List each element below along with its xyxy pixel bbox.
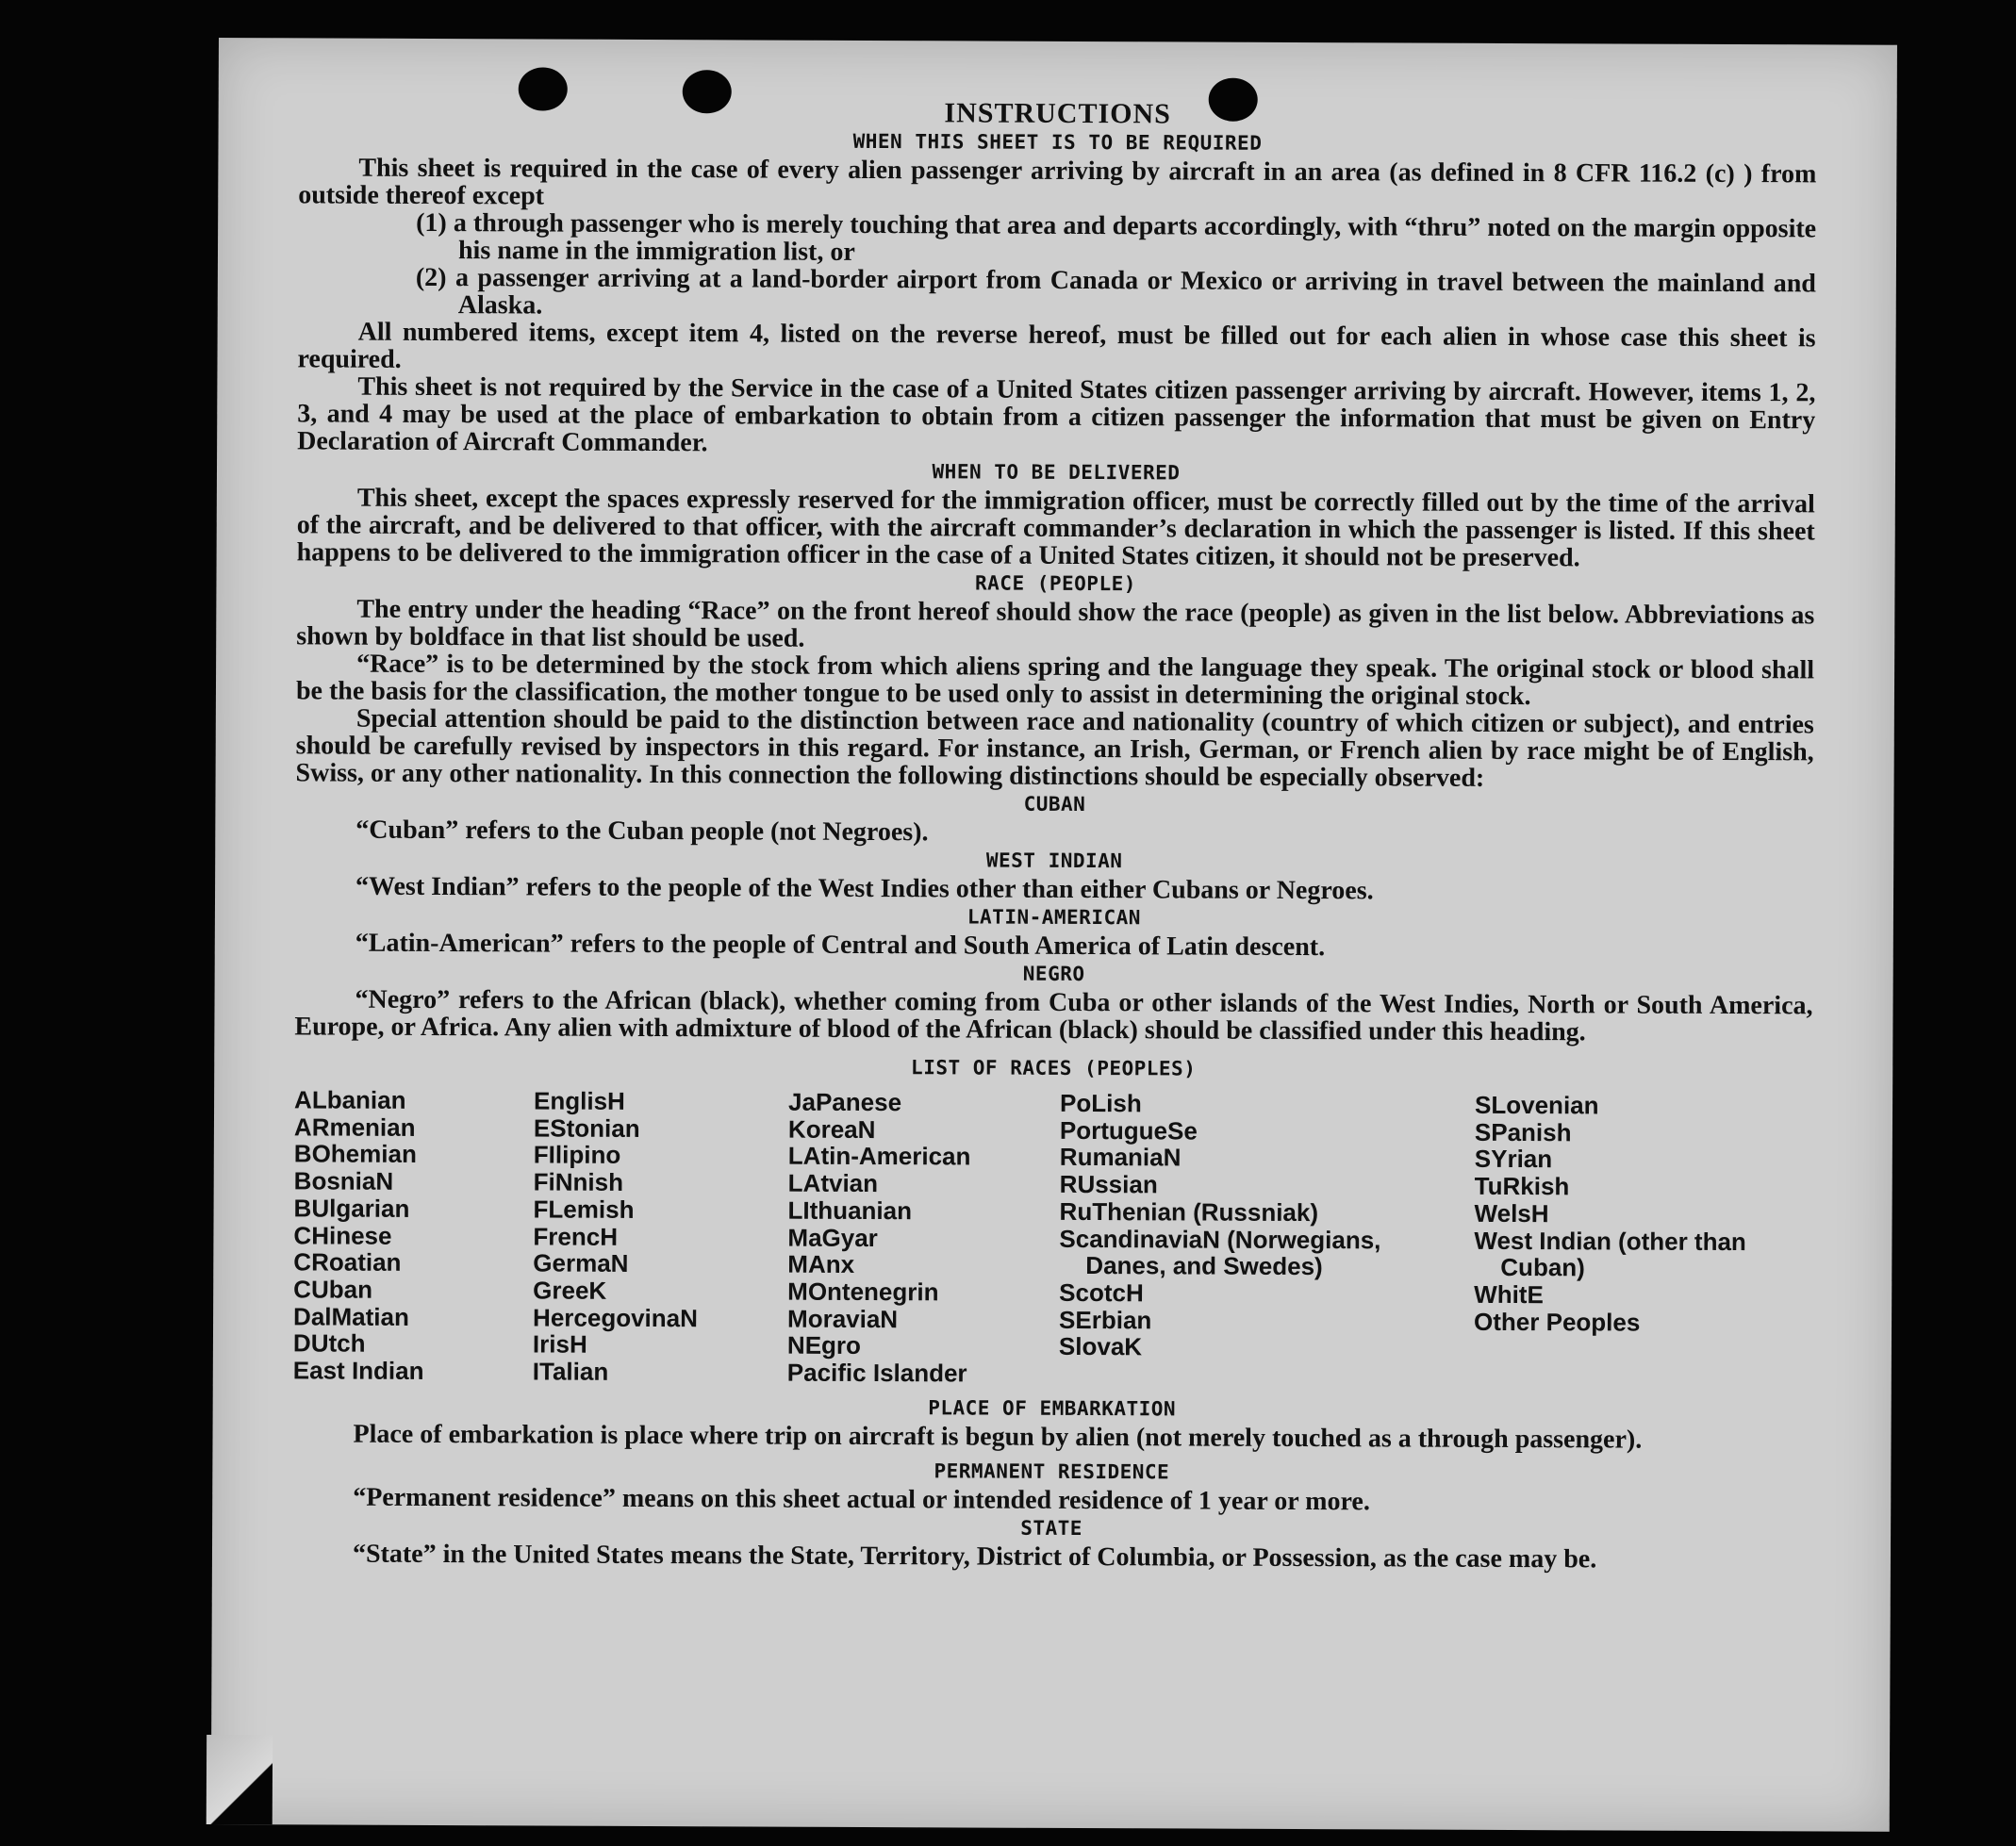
race-item: LAtvian bbox=[787, 1168, 879, 1198]
race-column bbox=[1474, 1092, 1812, 1391]
race-item: JaPanese bbox=[788, 1087, 902, 1117]
race-item: MaGyar bbox=[787, 1223, 878, 1252]
race-item: CRoatian bbox=[293, 1247, 402, 1277]
page-title: INSTRUCTIONS bbox=[944, 97, 1171, 130]
section-heading: NEGRO bbox=[1022, 962, 1085, 986]
race-item: GermaN bbox=[533, 1248, 629, 1278]
paragraph: “West Indian” refers to the people of the West Indies other than either Cubans or Negroes. bbox=[355, 871, 1374, 906]
race-item: TuRkish bbox=[1474, 1171, 1570, 1201]
list-item: (1) a through passenger who is merely touching that area and departs accordingly, with “thru” noted on the margin opposite his name in the immigration list, or bbox=[416, 207, 1817, 267]
paragraph: Place of embarkation is place where trip on aircraft is begun by alien (not merely touched as a through passenger). bbox=[353, 1419, 1643, 1455]
race-item: HercegovinaN bbox=[533, 1303, 698, 1332]
instructions-text bbox=[292, 96, 1817, 1574]
paragraph: “Latin-American” refers to the people of Central and South America of Latin descent. bbox=[355, 928, 1326, 963]
race-item: CUban bbox=[293, 1275, 373, 1304]
race-item: PoLish bbox=[1060, 1088, 1142, 1118]
race-item: ScotcH bbox=[1059, 1277, 1144, 1308]
race-item: PortugueSe bbox=[1059, 1115, 1198, 1146]
section-heading: WEST INDIAN bbox=[985, 849, 1123, 873]
race-item: FiNnish bbox=[533, 1167, 624, 1196]
paragraph: “Negro” refers to the African (black), whether coming from Cuba or other islands of the West Indies, North or South America, Europe, or Africa. Any alien with admixture of blood of the African (black) should be classified under this heading. bbox=[294, 984, 1813, 1047]
race-item: EnglisH bbox=[534, 1086, 625, 1115]
race-item: ARmenian bbox=[293, 1113, 416, 1142]
section-heading: RACE (PEOPLE) bbox=[974, 571, 1136, 596]
race-item: SlovaK bbox=[1058, 1332, 1143, 1361]
race-item: GreeK bbox=[533, 1276, 607, 1305]
race-item: West Indian (other than Cuban) bbox=[1474, 1226, 1746, 1282]
race-item: BOhemian bbox=[293, 1139, 417, 1169]
race-item: SYrian bbox=[1474, 1145, 1553, 1174]
race-item: MoraviaN bbox=[787, 1304, 899, 1333]
paragraph: Special attention should be paid to the distinction between race and nationality (country of which citizen or subject), and entries should be carefully revised by inspectors in this regard. For instance, an Irish, German, or French alien by race might be of English, Swiss, or any other nationality. In this connection the following distinctions should be especially observed: bbox=[295, 703, 1814, 793]
paragraph: “State” in the United States means the State, Territory, District of Columbia, or Possession, as the case may be. bbox=[352, 1539, 1597, 1574]
race-item: LAtin-American bbox=[787, 1142, 971, 1171]
paragraph: This sheet is not required by the Service in the case of a United States citizen passenger arriving by aircraft. However, items 1, 2, 3, and 4 may be used at the place of embarkation to obtain from a citizen passenger the information that must be given on Entry Declaration of Aircraft Commander. bbox=[297, 371, 1816, 458]
race-item: Other Peoples bbox=[1474, 1307, 1641, 1337]
folded-corner bbox=[207, 1735, 273, 1824]
race-column bbox=[787, 1089, 1060, 1388]
race-item: DUtch bbox=[292, 1328, 366, 1359]
race-item: DalMatian bbox=[293, 1301, 409, 1331]
section-heading: PLACE OF EMBARKATION bbox=[928, 1396, 1177, 1421]
race-item: EStonian bbox=[533, 1113, 640, 1143]
race-item: SLovenian bbox=[1475, 1090, 1599, 1120]
race-item: IrisH bbox=[532, 1329, 587, 1360]
race-item: CHinese bbox=[293, 1220, 392, 1250]
race-item: FIlipino bbox=[533, 1140, 621, 1170]
section-heading: CUBAN bbox=[1023, 792, 1086, 816]
race-item: SPanish bbox=[1474, 1117, 1572, 1146]
race-item: RumaniaN bbox=[1059, 1143, 1182, 1172]
race-item: BUlgarian bbox=[293, 1194, 410, 1223]
race-item: Pacific Islander bbox=[786, 1358, 967, 1388]
race-item: MOntenegrin bbox=[787, 1277, 939, 1307]
race-item: LIthuanian bbox=[787, 1195, 913, 1226]
section-heading: LIST OF RACES (PEOPLES) bbox=[911, 1056, 1197, 1080]
race-item: WhitE bbox=[1474, 1279, 1544, 1310]
race-item: ScandinaviaN (Norwegians, Danes, and Swedes) bbox=[1059, 1224, 1381, 1281]
race-item: NEgro bbox=[786, 1330, 862, 1360]
race-item: FrencH bbox=[533, 1221, 619, 1251]
paragraph: “Permanent residence” means on this sheet actual or intended residence of 1 year or more. bbox=[353, 1482, 1370, 1517]
paragraph: This sheet, except the spaces expressly reserved for the immigration officer, must be correctly filled out by the time of the arrival of the aircraft, and be delivered to that officer, with the aircraft commander’s declaration in which the passenger is listed. If this sheet happens to be delivered to the immigration officer in the case of a United States citizen, it should not be preserved. bbox=[296, 483, 1815, 573]
paragraph: This sheet is required in the case of every alien passenger arriving by aircraft in an area (as defined in 8 CFR 116.2 (c) ) from outside thereof except bbox=[298, 153, 1817, 211]
race-item: RUssian bbox=[1059, 1170, 1158, 1199]
race-item: ITalian bbox=[532, 1357, 609, 1386]
paragraph: “Race” is to be determined by the stock from which aliens spring and the language they speak. The original stock or blood shall be the basis for the classification, the mother tongue to be used only to assist in determining the original stock. bbox=[295, 649, 1815, 712]
race-item: WelsH bbox=[1474, 1198, 1549, 1228]
section-heading: LATIN-AMERICAN bbox=[967, 905, 1141, 930]
race-item: RuThenian (Russniak) bbox=[1059, 1196, 1319, 1227]
list-item: (2) a passenger arriving at a land-border airport from Canada or Mexico or arriving in travel between the mainland and Alaska. bbox=[415, 262, 1816, 321]
race-item: SErbian bbox=[1059, 1305, 1152, 1334]
section-heading: WHEN TO BE DELIVERED bbox=[932, 460, 1181, 485]
section-heading: WHEN THIS SHEET IS TO BE REQUIRED bbox=[852, 129, 1263, 155]
paragraph: “Cuban” refers to the Cuban people (not Negroes). bbox=[355, 815, 929, 848]
section-heading: STATE bbox=[1020, 1516, 1083, 1540]
race-item: ALbanian bbox=[294, 1085, 406, 1114]
section-heading: PERMANENT RESIDENCE bbox=[934, 1459, 1170, 1484]
race-item: East Indian bbox=[292, 1356, 424, 1385]
race-item: MAnx bbox=[787, 1249, 855, 1279]
race-list bbox=[293, 1086, 1812, 1391]
race-item: BosniaN bbox=[293, 1166, 394, 1195]
race-column bbox=[533, 1087, 788, 1386]
paragraph: All numbered items, except item 4, listed on the reverse hereof, must be filled out for each alien in whose case this sheet is required. bbox=[297, 317, 1816, 374]
race-item: KoreaN bbox=[787, 1114, 876, 1144]
paragraph: The entry under the heading “Race” on the front hereof should show the race (people) as given in the list below. Abbreviations as shown by boldface in that list should be used. bbox=[296, 594, 1815, 653]
race-column bbox=[1059, 1090, 1475, 1390]
race-item: FLemish bbox=[533, 1195, 635, 1224]
race-column bbox=[293, 1086, 534, 1385]
document-sheet bbox=[211, 38, 1897, 1832]
